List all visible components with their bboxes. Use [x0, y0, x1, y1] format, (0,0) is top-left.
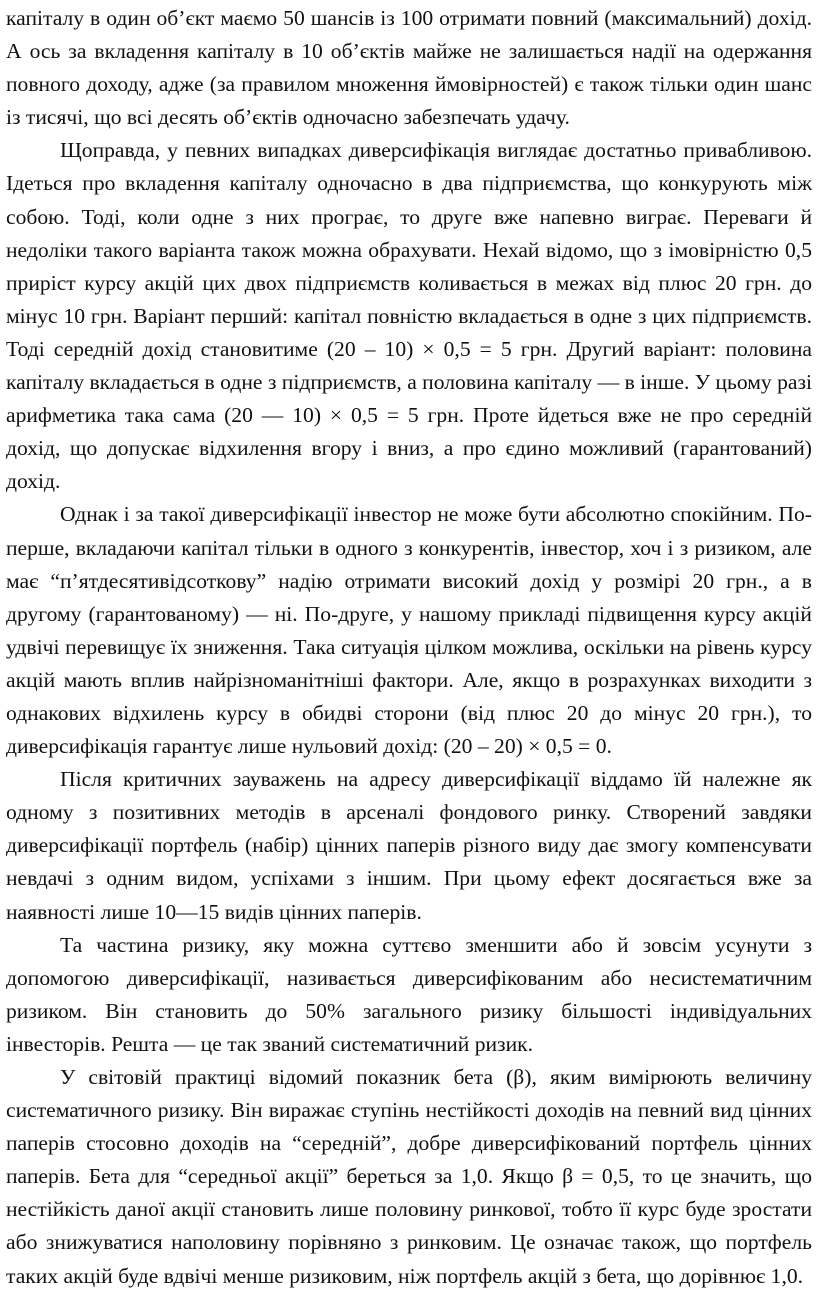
- paragraph-continued: капіталу в один об’єкт маємо 50 шансів із 100 отримати повний (максимальний) дохід. А ось за вкладення капіталу в 10 об’єктів майже не залишається надії на одержання повного доходу, адже (за правилом множення ймовірностей) є також тільки один шанс із тисячі, що всі десять об’єктів одночасно забезпечать удачу.: [6, 6, 812, 130]
- paragraph-investor-not-calm: Однак і за такої диверсифікації інвестор не може бути абсолютно спокійним. По-перше, вкладаючи капітал тільки в одного з конкурентів, інвестор, хоч і з ризиком, але має “п’ятдесятивідсоткову” надію отримати високий дохід у розмірі 20 грн., а в другому (гарантованому) — ні. По-друге, у нашому прикладі підвищення курсу акцій удвічі перевищує їх зниження. Така ситуація цілком можлива, оскільки на рівень курсу акцій мають вплив найрізноманітніші фактори. Але, якщо в розрахунках виходити з однакових відхилень курсу в обидві сторони (від плюс 20 до мінус 20 грн.), то диверсифікація гарантує лише нульовий дохід: (20 – 20) × 0,5 = 0.: [6, 502, 812, 759]
- paragraph-portfolio: Після критичних зауважень на адресу диверсифікації віддамо їй належне як одному з позитивних методів в арсеналі фондового ринку. Створений завдяки диверсифікації портфель (набір) цінних паперів різного виду дає змогу компенсувати невдачі з одним видом, успіхами з іншим. При цьому ефект досягається вже за наявності лише 10—15 видів цінних паперів.: [6, 767, 812, 924]
- paragraph-diversification-attractive: Щоправда, у певних випадках диверсифікація виглядає достатньо привабливою. Ідеться про вкладення капіталу одночасно в два підприємства, що конкурують між собою. Тоді, коли одне з них програє, то друге вже напевно виграє. Переваги й недоліки такого варіанта також можна обрахувати. Нехай відомо, що з імовірністю 0,5 приріст курсу акцій цих двох підприємств коливається в межах від плюс 20 грн. до мінус 10 грн. Варіант перший: капітал повністю вкладається в одне з цих підприємств. Тоді середній дохід становитиме (20 – 10) × 0,5 = 5 грн. Другий варіант: половина капіталу вкладається в одне з підприємств, а половина капіталу — в інше. У цьому разі арифметика така сама (20 — 10) × 0,5 = 5 грн. Проте йдеться вже не про середній дохід, що допускає відхилення вгору і вниз, а про єдино можливий (гарантований) дохід.: [6, 138, 812, 494]
- paragraph-unsystematic-risk: Та частина ризику, яку можна суттєво зменшити або й зовсім усунути з допомогою диверсифікації, називається диверсифікованим або несистематичним ризиком. Він становить до 50% загального ризику більшості індивідуальних інвесторів. Решта — це так званий систематичний ризик.: [6, 932, 812, 1056]
- paragraph-beta: У світовій практиці відомий показник бета (β), яким вимірюють величину систематичного ризику. Він виражає ступінь нестійкості доходів на певний вид цінних паперів стосовно доходів на “середній”, добре диверсифікований портфель цінних паперів. Бета для “середньої акції” береться за 1,0. Якщо β = 0,5, то це значить, що нестійкість даної акції становить лише половину ринкової, тобто її курс буде зростати або знижуватися наполовину порівняно з ринковим. Це означає також, що портфель таких акцій буде вдвічі менше ризиковим, ніж портфель акцій з бета, що дорівнює 1,0.: [6, 1065, 812, 1288]
